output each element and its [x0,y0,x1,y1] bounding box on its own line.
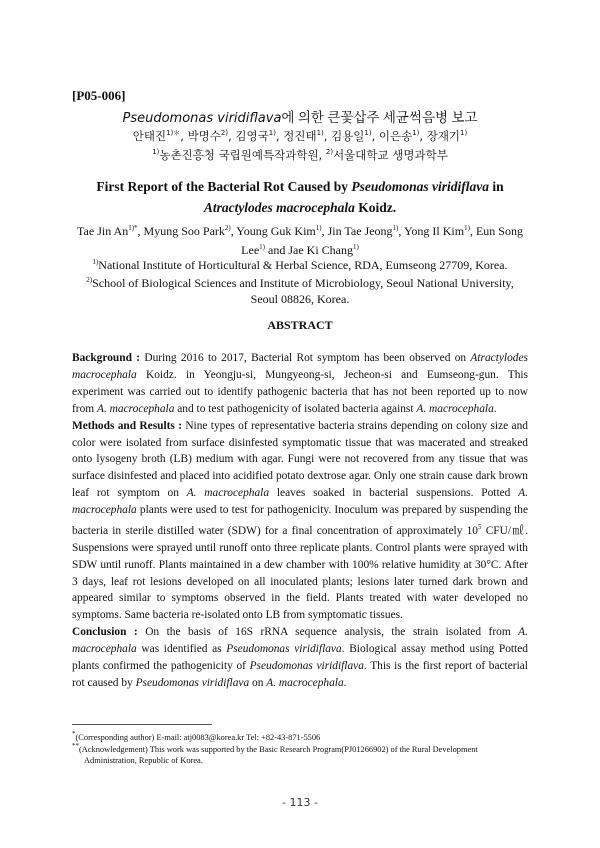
korean-author: 김영국 [235,129,269,143]
author: Eun Song Lee [241,224,523,257]
korean-authors: 안태진$^{1)*}$, 박명수$^{2)}$, 김영국$^{1)}$, 정진태$^{1)}$, 김용일$^{1)}$, 이은송$^{1)}$, 장재기$^{1)}$ [132,129,468,143]
affiliation-2: $^{2)}$School of Biological Sciences and Institute of Microbiology, Seoul National University, Seoul 08826, Korea. [86,276,514,306]
methods-paragraph: Methods and Results : Nine types of representative bacteria strains depending on colony size and color were isolated from surface disinfested symptomatic tissue that was macerated and streaked onto lysogeny broth (LB) medium with agar. Fungi were not recovered from any tissue that was surface disinfested and placed into acidified potato dextrose agar. Only one strain cause dark brown leaf rot symptom on A. macrocephala leaves soaked in bacterial suspensions. Potted A. macrocephala plants were used to test for pathogenicity. Inoculum was prepared by suspending the bacteria in sterile distilled water (SDW) for a final concentration of approximately $10^5$ CFU/㎖. Suspensions were sprayed until runoff onto three replicate plants. Control plants were sprayed with SDW until runoff. Plants maintained in a dew chamber with 100% relative humidity at 30°C. After 3 days, leaf rot lesions developed on all inoculated plants; lesions later turned dark brown and appeared similar to symptoms observed in the field. Plants treated with water developed no symptoms. Same bacteria re-isolated onto LB from symptomatic tissues. [72,419,528,622]
english-authors: Tae Jin $An^{1)*}$, Myung Soo Park$^{2)}$, Young Guk Kim$^{1)}$, Jin Tae Jeong$^{1)}$, Yong Il Kim$^{1)}$, Eun Song Lee$^{1)}$ and Jae Ki Chang$^{1)}$ [77,224,523,257]
footnote-acknowledgement: **(Acknowledgement) This work was supported by the Basic Research Program(PJ01266902) of the Rural Development Administration, Republic of Korea. [72,742,478,766]
author: Jin Tae Jeong [327,224,393,238]
korean-title [0,106,600,126]
korean-affiliation-1: 농촌진흥청 국립원예특작과학원, [159,148,326,162]
abstract-heading: ABSTRACT [267,318,333,332]
author: Yong Il Kim [403,224,465,238]
footnote-corresponding: *(Corresponding author) E-mail: atj0083@korea.kr Tel: +82-43-871-5506 [72,730,321,742]
footnote-divider [72,724,212,725]
title-host: Atractylodes macrocephala [203,200,355,215]
english-title: First Report of the Bacterial Rot Caused by Pseudomonas viridiflava in Atractylodes macrocephala Koidz. [96,179,504,215]
korean-author: 정진태 [283,129,317,143]
author: Tae Jin An [77,224,129,238]
korean-author: 이은송 [378,129,413,143]
poster-code: [P05-006] [72,88,126,103]
page-number: - 113 - [282,796,318,809]
conclusion-paragraph: Conclusion : On the basis of 16S rRNA sequence analysis, the strain isolated from A. macrocephala was identified as Pseudomonas viridiflava. Biological assay method using Potted plants confirmed the pathogenicity of Pseudomonas viridiflava. This is the first report of bacterial rot caused by Pseudomonas viridiflava on A. macrocephala. [72,626,528,690]
korean-affiliations: $^{1)}$농촌진흥청 국립원예특작과학원, $^{2)}$서울대학교 생명과학부 [152,148,448,162]
korean-author: 박명수 [187,129,221,143]
author: Young Guk Kim [236,224,316,238]
author: Jae Ki Chang [288,243,353,257]
korean-affiliation-2: 서울대학교 생명과학부 [333,148,448,162]
abstract-body [72,350,528,692]
author: Myung Soo Park [143,224,225,238]
korean-title-species: Pseudomonas viridiflava [122,111,282,126]
korean-title-rest: 에 의한 큰꽃삽주 세균썩음병 보고 [281,110,478,125]
korean-author: 김용일 [331,129,365,143]
korean-author: 장재기 [426,129,461,143]
affiliation-1: $^{1)}$National Institute of Horticultural & Herbal Science, RDA, Eumseong 27709, Korea. [92,258,508,272]
background-paragraph: Background : During 2016 to 2017, Bacterial Rot symptom has been observed on Atractylodes macrocephala Koidz. in Yeongju-si, Mungyeong-si, Jecheon-si and Eumseong-gun. This experiment was carried out to identify pathogenic bacteria that has not been reported up to now from A. macrocephala and to test pathogenicity of isolated bacteria against A. macrocephala. [72,352,528,415]
title-species: Pseudomonas viridiflava [351,179,489,194]
korean-author: 안태진 [132,129,167,143]
